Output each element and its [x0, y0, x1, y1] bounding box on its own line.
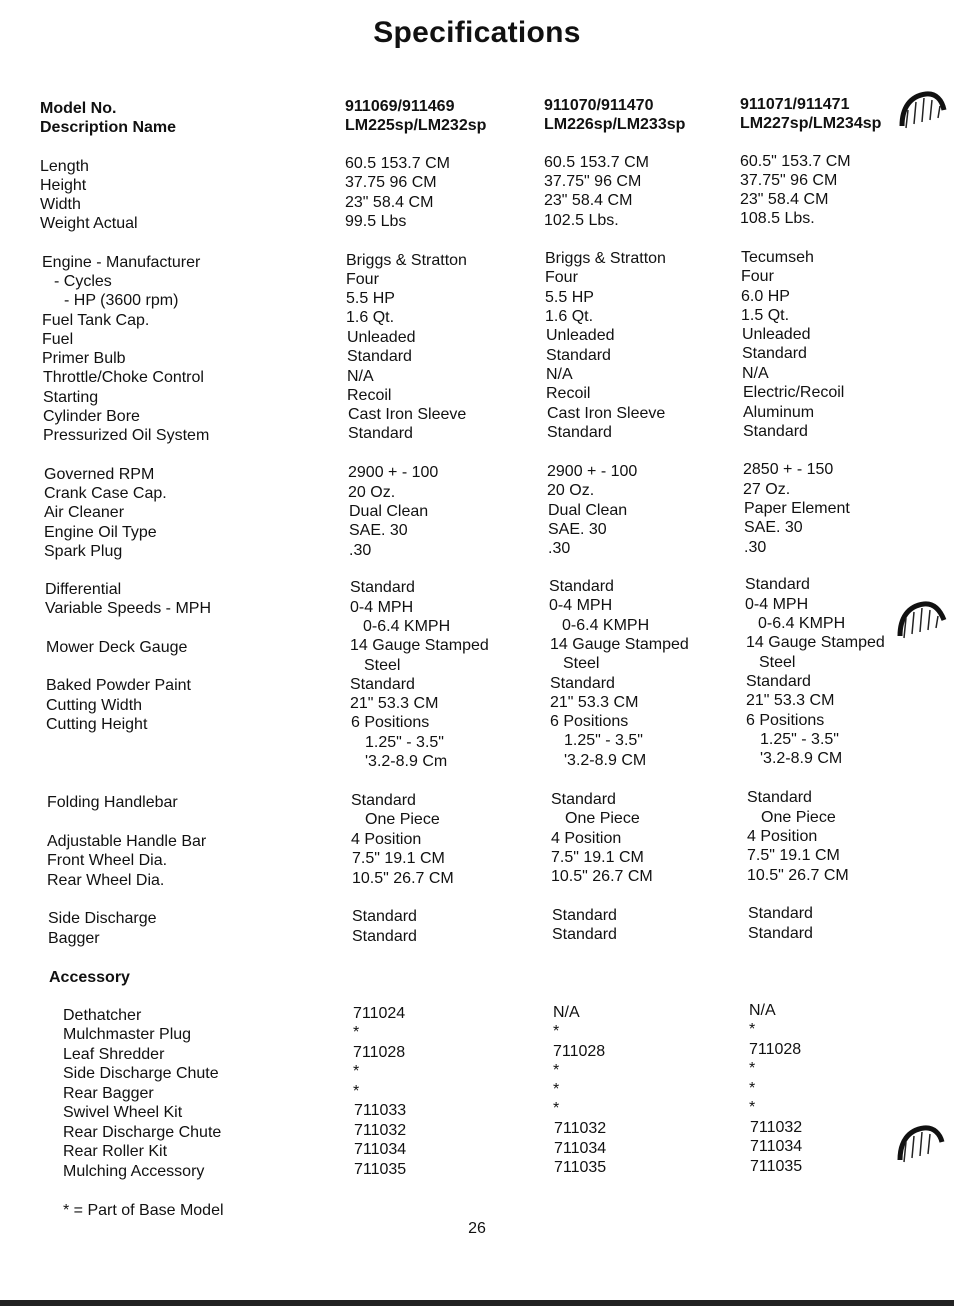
mulchmaster-plug-value: *: [353, 1024, 360, 1041]
side-discharge-value: Standard: [748, 905, 813, 922]
folding-handlebar-value: Standard: [351, 792, 416, 809]
side-discharge-value: Standard: [552, 907, 617, 924]
label-front-wheel-dia: Front Wheel Dia.: [47, 852, 168, 869]
label-air-cleaner: Air Cleaner: [44, 504, 125, 521]
label-bagger: Bagger: [48, 930, 100, 947]
cutting-height-inches: 1.25" - 3.5": [564, 732, 643, 749]
starting-value: Recoil: [347, 387, 392, 404]
air-cleaner-value: Dual Clean: [548, 502, 628, 519]
weight-value: 102.5 Lbs.: [544, 212, 619, 229]
label-fuel-tank-cap: Fuel Tank Cap.: [42, 312, 150, 329]
throttle-choke-value: N/A: [742, 365, 769, 382]
crank-case-cap-value: 27 Oz.: [743, 481, 791, 498]
baked-powder-paint-value: Standard: [350, 676, 415, 693]
label-leaf-shredder: Leaf Shredder: [63, 1046, 165, 1063]
height-value: 37.75" 96 CM: [544, 173, 642, 190]
label-side-discharge-chute: Side Discharge Chute: [63, 1065, 219, 1082]
binder-hole-mark-bottom: [894, 1120, 946, 1164]
dethatcher-value: 711024: [353, 1005, 406, 1022]
label-rear-roller-kit: Rear Roller Kit: [63, 1143, 168, 1160]
label-throttle-choke: Throttle/Choke Control: [43, 369, 204, 386]
width-value: 23" 58.4 CM: [740, 191, 829, 208]
label-fuel: Fuel: [42, 331, 74, 348]
speed-mph-value: 0-4 MPH: [745, 596, 809, 613]
rear-discharge-chute-value: 711032: [554, 1120, 607, 1137]
leaf-shredder-value: 711028: [749, 1041, 802, 1058]
dethatcher-value: N/A: [553, 1004, 580, 1021]
label-crank-case-cap: Crank Case Cap.: [44, 485, 167, 502]
label-dethatcher: Dethatcher: [63, 1007, 142, 1024]
rear-discharge-chute-value: 711032: [750, 1119, 803, 1136]
cutting-width-value: 21" 53.3 CM: [550, 694, 639, 711]
spark-plug-value: .30: [349, 542, 372, 559]
label-rear-bagger: Rear Bagger: [63, 1085, 154, 1102]
speed-kmph-value: 0-6.4 KMPH: [758, 615, 846, 632]
speed-mph-value: 0-4 MPH: [549, 597, 613, 614]
handlebar-type-value: One Piece: [761, 809, 836, 826]
deck-gauge-value: 14 Gauge Stamped: [550, 636, 689, 653]
label-governed-rpm: Governed RPM: [44, 466, 155, 483]
rear-roller-kit-value: 711034: [750, 1138, 803, 1155]
cutting-height-inches: 1.25" - 3.5": [365, 734, 444, 751]
model-no: 911070/911470: [544, 97, 654, 114]
bagger-value: Standard: [748, 925, 813, 942]
label-cylinder-bore: Cylinder Bore: [43, 408, 140, 425]
baked-powder-paint-value: Standard: [550, 675, 615, 692]
handlebar-type-value: One Piece: [565, 810, 640, 827]
deck-gauge-value: 14 Gauge Stamped: [746, 634, 885, 651]
engine-manufacturer-value: Tecumseh: [741, 249, 814, 266]
bottom-rule: [0, 1300, 954, 1306]
description-name: LM226sp/LM233sp: [544, 116, 686, 133]
cylinder-bore-value: Cast Iron Sleeve: [547, 405, 666, 422]
side-discharge-chute-value: *: [749, 1060, 756, 1077]
label-folding-handlebar: Folding Handlebar: [47, 794, 178, 811]
engine-oil-type-value: SAE. 30: [744, 519, 803, 536]
label-swivel-wheel-kit: Swivel Wheel Kit: [63, 1104, 183, 1121]
side-discharge-chute-value: *: [553, 1062, 560, 1079]
label-height: Height: [40, 177, 87, 194]
label-weight-actual: Weight Actual: [40, 215, 138, 232]
cutting-width-value: 21" 53.3 CM: [746, 692, 835, 709]
label-starting: Starting: [43, 389, 99, 406]
length-value: 60.5" 153.7 CM: [740, 153, 851, 170]
pressurized-oil-value: Standard: [348, 425, 413, 442]
label-cutting-width: Cutting Width: [46, 697, 143, 714]
model-no: 911071/911471: [740, 96, 850, 113]
length-value: 60.5 153.7 CM: [345, 155, 450, 172]
cutting-height-cm: '3.2-8.9 CM: [760, 750, 843, 767]
label-rear-wheel-dia: Rear Wheel Dia.: [47, 872, 165, 889]
page-number: 26: [468, 1220, 486, 1237]
rear-discharge-chute-value: 711032: [354, 1122, 407, 1139]
crank-case-cap-value: 20 Oz.: [348, 484, 396, 501]
width-value: 23" 58.4 CM: [544, 192, 633, 209]
baked-powder-paint-value: Standard: [746, 673, 811, 690]
mulching-accessory-value: 711035: [354, 1161, 407, 1178]
governed-rpm-value: 2900 + - 100: [547, 463, 638, 480]
cutting-height-positions: 6 Positions: [746, 712, 825, 729]
cutting-height-cm: '3.2-8.9 Cm: [365, 753, 448, 770]
label-spark-plug: Spark Plug: [44, 543, 123, 560]
speed-kmph-value: 0-6.4 KMPH: [363, 618, 451, 635]
label-mulching-accessory: Mulching Accessory: [63, 1163, 205, 1180]
height-value: 37.75 96 CM: [345, 174, 437, 191]
cutting-height-positions: 6 Positions: [351, 714, 430, 731]
mulching-accessory-value: 711035: [750, 1158, 803, 1175]
label-differential: Differential: [45, 581, 122, 598]
hp-value: 6.0 HP: [741, 288, 790, 305]
hp-value: 5.5 HP: [346, 290, 395, 307]
footnote: * = Part of Base Model: [63, 1202, 224, 1219]
primer-bulb-value: Standard: [546, 347, 611, 364]
engine-manufacturer-value: Briggs & Stratton: [346, 252, 467, 269]
cutting-height-inches: 1.25" - 3.5": [760, 731, 839, 748]
governed-rpm-value: 2900 + - 100: [348, 464, 439, 481]
mulchmaster-plug-value: *: [749, 1021, 756, 1038]
description-name: LM227sp/LM234sp: [740, 115, 882, 132]
starting-value: Recoil: [546, 385, 591, 402]
throttle-choke-value: N/A: [347, 368, 374, 385]
differential-value: Standard: [745, 576, 810, 593]
model-no: 911069/911469: [345, 98, 455, 115]
swivel-wheel-kit-value: 711033: [354, 1102, 407, 1119]
width-value: 23" 58.4 CM: [345, 194, 434, 211]
primer-bulb-value: Standard: [347, 348, 412, 365]
label-engine-manufacturer: Engine - Manufacturer: [42, 254, 201, 271]
engine-manufacturer-value: Briggs & Stratton: [545, 250, 666, 267]
engine-oil-type-value: SAE. 30: [548, 521, 607, 538]
label-side-discharge: Side Discharge: [48, 910, 157, 927]
rear-roller-kit-value: 711034: [554, 1140, 607, 1157]
fuel-tank-cap-value: 1.6 Qt.: [346, 309, 395, 326]
cylinder-bore-value: Aluminum: [743, 404, 815, 421]
label-engine-oil-type: Engine Oil Type: [44, 524, 157, 541]
label-cycles: - Cycles: [54, 273, 112, 290]
primer-bulb-value: Standard: [742, 345, 807, 362]
cycles-value: Four: [741, 268, 774, 285]
spark-plug-value: .30: [548, 540, 571, 557]
label-rear-discharge-chute: Rear Discharge Chute: [63, 1124, 222, 1141]
folding-handlebar-value: Standard: [551, 791, 616, 808]
label-adjustable-handle-bar: Adjustable Handle Bar: [47, 833, 207, 850]
label-length: Length: [40, 158, 89, 175]
spark-plug-value: .30: [744, 539, 767, 556]
cutting-height-cm: '3.2-8.9 CM: [564, 752, 647, 769]
mulching-accessory-value: 711035: [554, 1159, 607, 1176]
cutting-height-positions: 6 Positions: [550, 713, 629, 730]
rear-wheel-dia-value: 10.5" 26.7 CM: [747, 867, 849, 884]
fuel-tank-cap-value: 1.5 Qt.: [741, 307, 790, 324]
pressurized-oil-value: Standard: [547, 424, 612, 441]
speed-mph-value: 0-4 MPH: [350, 599, 414, 616]
cutting-width-value: 21" 53.3 CM: [350, 695, 439, 712]
front-wheel-dia-value: 7.5" 19.1 CM: [747, 847, 840, 864]
label-accessory: Accessory: [49, 969, 130, 986]
binder-hole-mark-top: [896, 88, 948, 132]
leaf-shredder-value: 711028: [353, 1044, 406, 1061]
rear-wheel-dia-value: 10.5" 26.7 CM: [551, 868, 653, 885]
air-cleaner-value: Paper Element: [744, 500, 850, 517]
adjustable-handle-bar-value: 4 Position: [551, 830, 622, 847]
label-width: Width: [40, 196, 81, 213]
pressurized-oil-value: Standard: [743, 423, 808, 440]
rear-bagger-value: *: [553, 1081, 560, 1098]
leaf-shredder-value: 711028: [553, 1043, 606, 1060]
bagger-value: Standard: [352, 928, 417, 945]
weight-value: 99.5 Lbs: [345, 213, 407, 230]
throttle-choke-value: N/A: [546, 366, 573, 383]
handlebar-type-value: One Piece: [365, 811, 440, 828]
hp-value: 5.5 HP: [545, 289, 594, 306]
label-pressurized-oil: Pressurized Oil System: [43, 427, 210, 444]
speed-kmph-value: 0-6.4 KMPH: [562, 617, 650, 634]
side-discharge-value: Standard: [352, 908, 417, 925]
starting-value: Electric/Recoil: [743, 384, 845, 401]
adjustable-handle-bar-value: 4 Position: [351, 831, 422, 848]
rear-bagger-value: *: [749, 1080, 756, 1097]
differential-value: Standard: [350, 579, 415, 596]
crank-case-cap-value: 20 Oz.: [547, 482, 595, 499]
front-wheel-dia-value: 7.5" 19.1 CM: [551, 849, 644, 866]
differential-value: Standard: [549, 578, 614, 595]
length-value: 60.5 153.7 CM: [544, 154, 649, 171]
description-name: LM225sp/LM232sp: [345, 117, 487, 134]
rear-roller-kit-value: 711034: [354, 1141, 407, 1158]
bagger-value: Standard: [552, 926, 617, 943]
binder-hole-mark-middle: [894, 596, 948, 642]
fuel-tank-cap-value: 1.6 Qt.: [545, 308, 594, 325]
folding-handlebar-value: Standard: [747, 789, 812, 806]
page-title: Specifications: [373, 16, 581, 49]
label-hp: - HP (3600 rpm): [64, 292, 179, 309]
fuel-value: Unleaded: [546, 327, 615, 344]
rear-wheel-dia-value: 10.5" 26.7 CM: [352, 870, 454, 887]
swivel-wheel-kit-value: *: [553, 1100, 560, 1117]
cylinder-bore-value: Cast Iron Sleeve: [348, 406, 467, 423]
air-cleaner-value: Dual Clean: [349, 503, 429, 520]
weight-value: 108.5 Lbs.: [740, 210, 815, 227]
label-variable-speeds: Variable Speeds - MPH: [45, 600, 211, 617]
deck-material-value: Steel: [364, 657, 401, 674]
fuel-value: Unleaded: [347, 329, 416, 346]
rear-bagger-value: *: [353, 1083, 360, 1100]
label-cutting-height: Cutting Height: [46, 716, 148, 733]
label-mulchmaster-plug: Mulchmaster Plug: [63, 1026, 192, 1043]
height-value: 37.75" 96 CM: [740, 172, 838, 189]
deck-material-value: Steel: [759, 654, 796, 671]
side-discharge-chute-value: *: [353, 1063, 360, 1080]
cycles-value: Four: [346, 271, 379, 288]
deck-gauge-value: 14 Gauge Stamped: [350, 637, 489, 654]
engine-oil-type-value: SAE. 30: [349, 522, 408, 539]
label-baked-powder-paint: Baked Powder Paint: [46, 677, 191, 694]
swivel-wheel-kit-value: *: [749, 1099, 756, 1116]
label-primer-bulb: Primer Bulb: [42, 350, 126, 367]
front-wheel-dia-value: 7.5" 19.1 CM: [352, 850, 445, 867]
deck-material-value: Steel: [563, 655, 600, 672]
label-mower-deck-gauge: Mower Deck Gauge: [46, 639, 188, 656]
mulchmaster-plug-value: *: [553, 1023, 560, 1040]
label-model-no: Model No.: [40, 100, 117, 117]
cycles-value: Four: [545, 269, 578, 286]
adjustable-handle-bar-value: 4 Position: [747, 828, 818, 845]
fuel-value: Unleaded: [742, 326, 811, 343]
governed-rpm-value: 2850 + - 150: [743, 461, 834, 478]
dethatcher-value: N/A: [749, 1002, 776, 1019]
label-description-name: Description Name: [40, 119, 177, 136]
